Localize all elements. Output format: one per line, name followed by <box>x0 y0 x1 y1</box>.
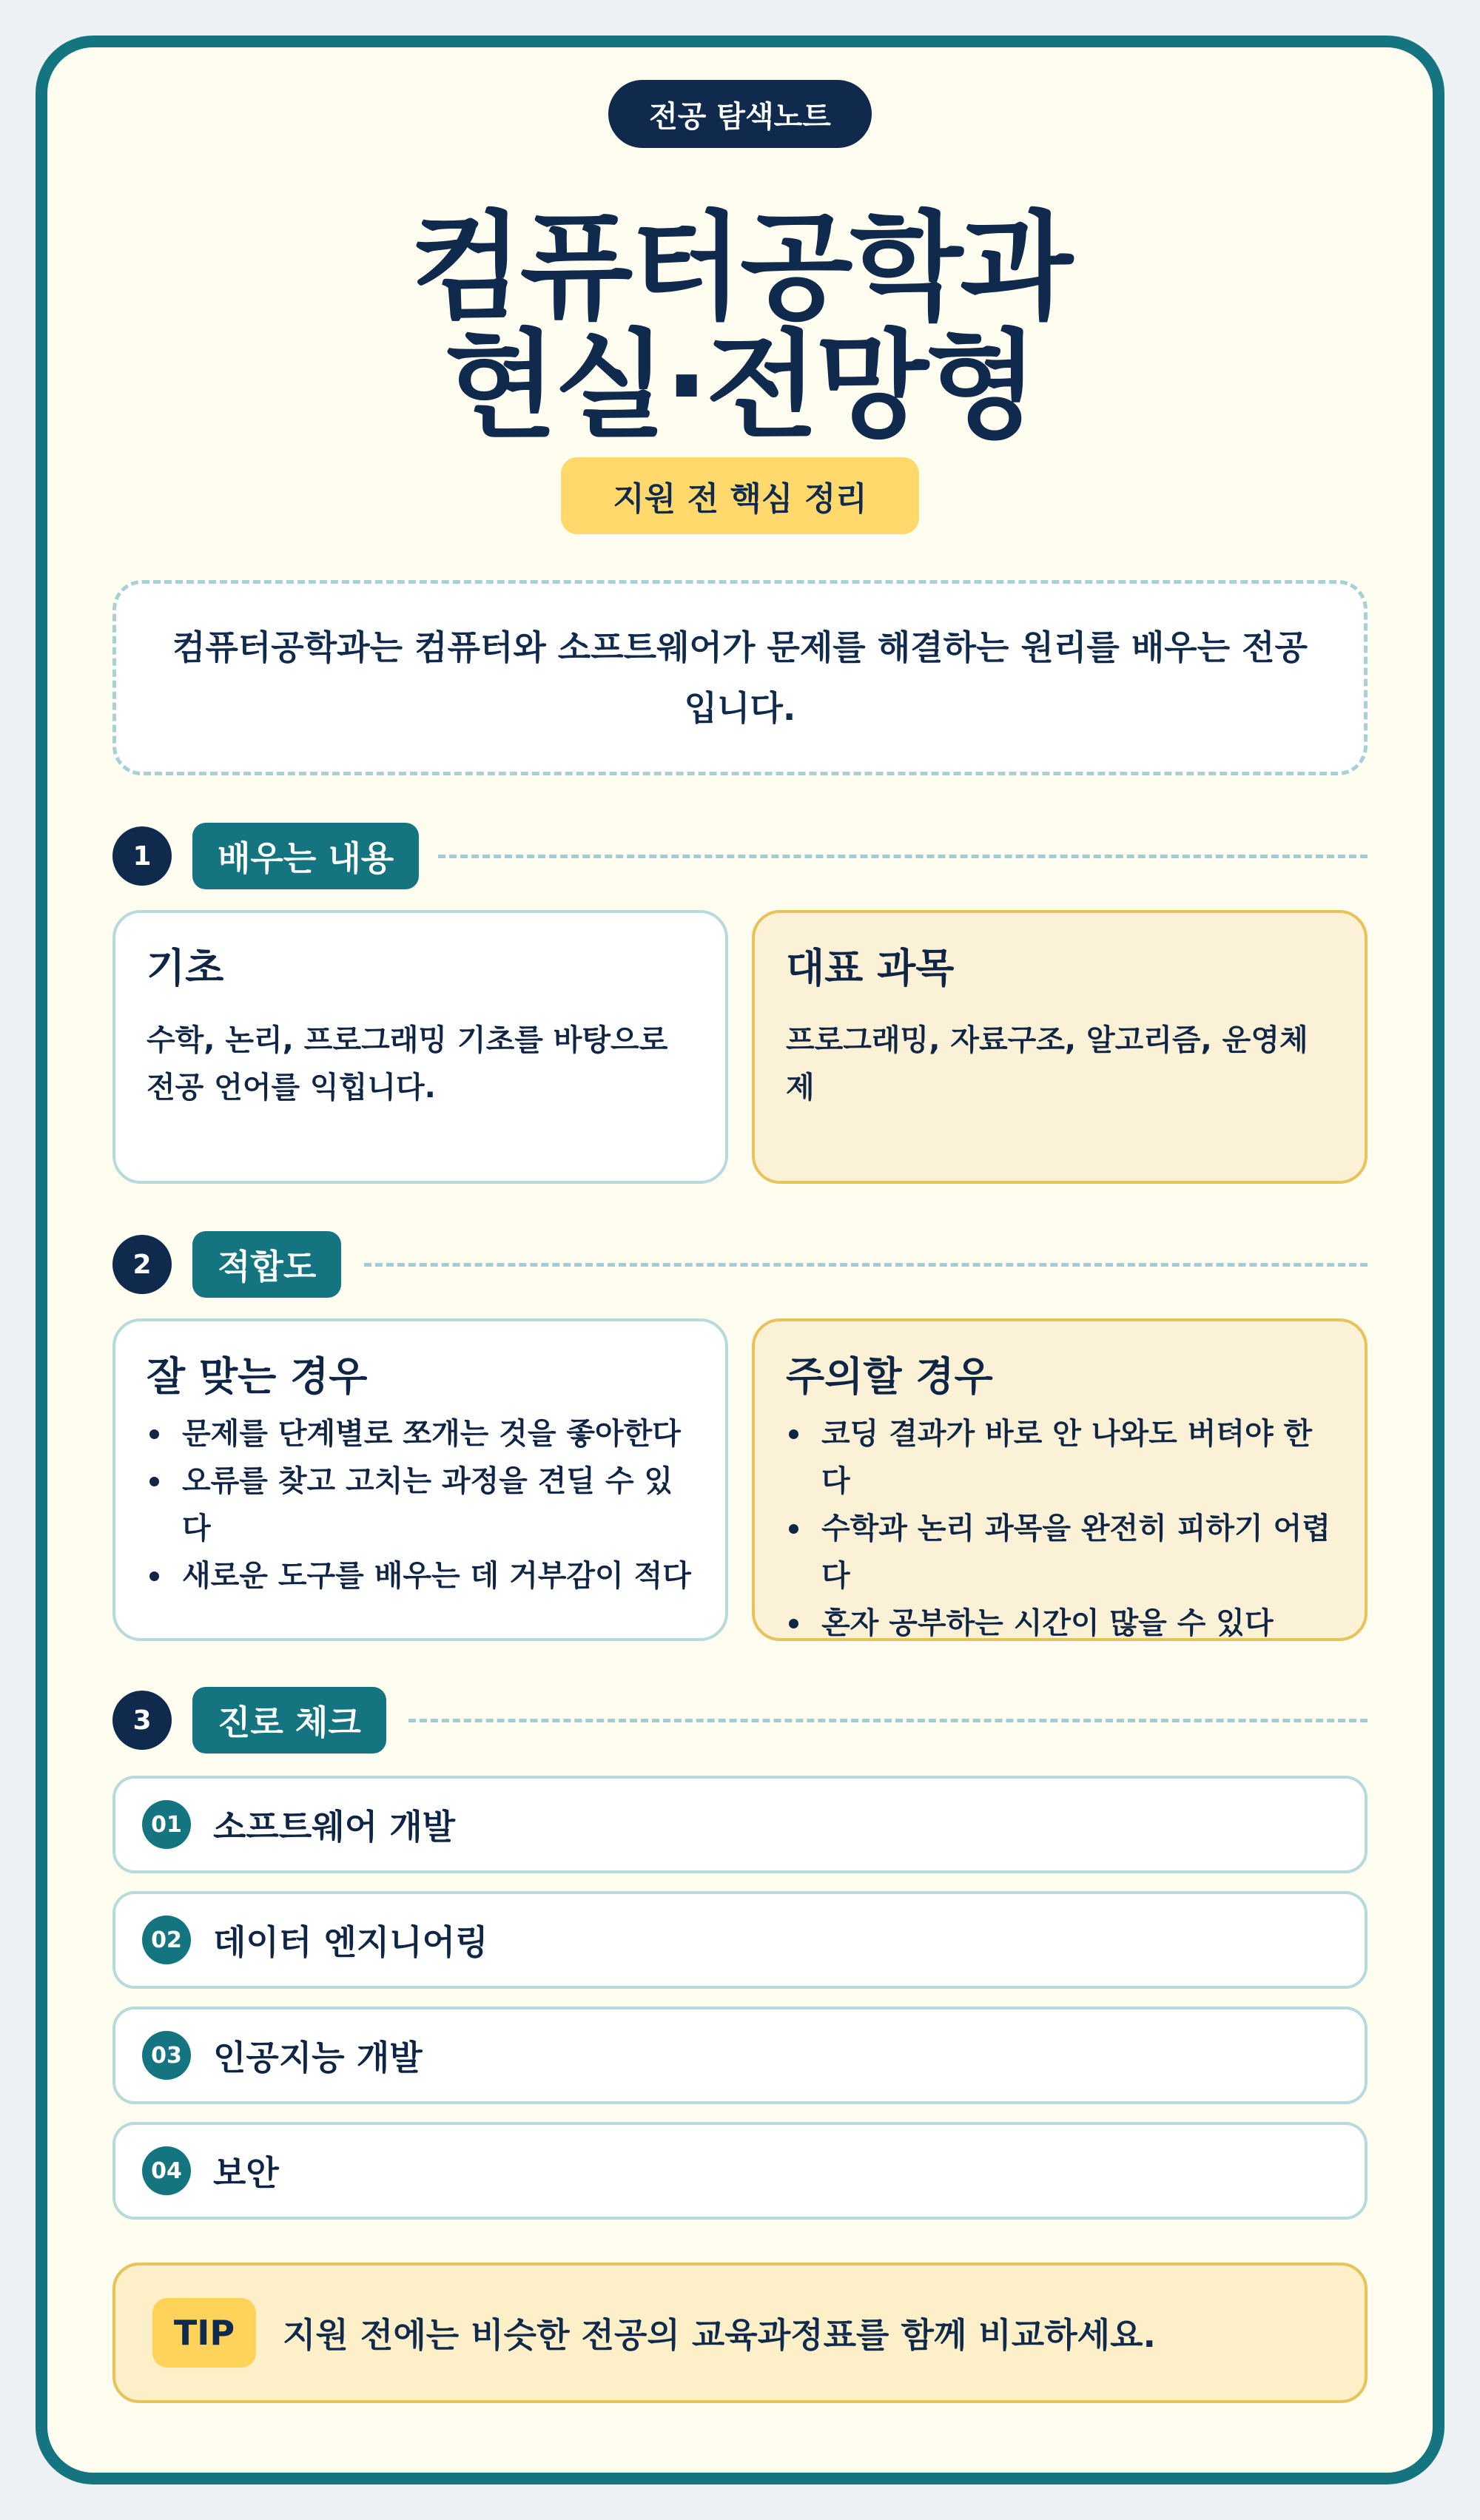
section-number: 2 <box>112 1235 172 1294</box>
career-number: 01 <box>142 1800 191 1849</box>
section-label: 진로 체크 <box>192 1687 386 1753</box>
section-label: 배우는 내용 <box>192 823 419 889</box>
basics-card <box>112 910 728 1184</box>
career-label: 데이터 엔지니어링 <box>213 1922 488 1962</box>
tip-box <box>112 2263 1368 2403</box>
good-fit-title: 잘 맞는 경우 <box>147 1353 368 1400</box>
page-title-line1: 컴퓨터공학과 <box>410 200 1070 336</box>
courses-title: 대표 과목 <box>786 945 955 991</box>
caution-card <box>752 1318 1368 1641</box>
list-item: 혼자 공부하는 시간이 많을 수 있다 <box>786 1600 1333 1647</box>
page-title-line2: 현실·전망형 <box>444 318 1036 454</box>
tip-text: 지원 전에는 비슷한 전공의 교육과정표를 함께 비교하세요. <box>283 2315 1157 2355</box>
intro-box <box>112 580 1368 775</box>
subtitle-badge: 지원 전 핵심 정리 <box>561 457 919 534</box>
caution-title: 주의할 경우 <box>786 1353 993 1400</box>
list-item: 새로운 도구를 배우는 데 거부감이 적다 <box>147 1552 694 1600</box>
tip-badge: TIP <box>152 2298 256 2368</box>
courses-card <box>752 910 1368 1184</box>
list-item: 오류를 찾고 고치는 과정을 견딜 수 있다 <box>147 1458 694 1552</box>
section-career-header <box>112 1687 1368 1753</box>
section-number: 1 <box>112 826 172 886</box>
career-number: 04 <box>142 2146 191 2195</box>
career-number: 03 <box>142 2031 191 2080</box>
career-item <box>112 2007 1368 2104</box>
career-item <box>112 2122 1368 2220</box>
good-fit-card <box>112 1318 728 1641</box>
section-fit-header <box>112 1231 1368 1298</box>
career-item <box>112 1776 1368 1873</box>
career-label: 인공지능 개발 <box>213 2038 423 2078</box>
section-learn-header <box>112 823 1368 889</box>
list-item: 수학과 논리 과목을 완전히 피하기 어렵다 <box>786 1505 1333 1600</box>
good-fit-list <box>147 1410 694 1600</box>
courses-text: 프로그래밍, 자료구조, 알고리즘, 운영체제 <box>786 1023 1308 1105</box>
caution-list <box>786 1410 1333 1647</box>
section-divider <box>364 1263 1368 1267</box>
basics-title: 기초 <box>147 945 224 991</box>
header-badge: 전공 탐색노트 <box>608 80 872 148</box>
section-label: 적합도 <box>192 1231 341 1298</box>
section-number: 3 <box>112 1691 172 1750</box>
intro-text: 컴퓨터공학과는 컴퓨터와 소프트웨어가 문제를 해결하는 원리를 배우는 전공입니다. <box>172 627 1308 728</box>
career-label: 보안 <box>213 2153 279 2193</box>
section-divider <box>408 1719 1368 1722</box>
career-label: 소프트웨어 개발 <box>213 1807 456 1847</box>
list-item: 문제를 단계별로 쪼개는 것을 좋아한다 <box>147 1410 694 1458</box>
list-item: 코딩 결과가 바로 안 나와도 버텨야 한다 <box>786 1410 1333 1505</box>
career-item <box>112 1891 1368 1989</box>
career-number: 02 <box>142 1916 191 1964</box>
section-divider <box>438 855 1368 858</box>
basics-text: 수학, 논리, 프로그래밍 기초를 바탕으로 전공 언어를 익힙니다. <box>147 1023 668 1105</box>
